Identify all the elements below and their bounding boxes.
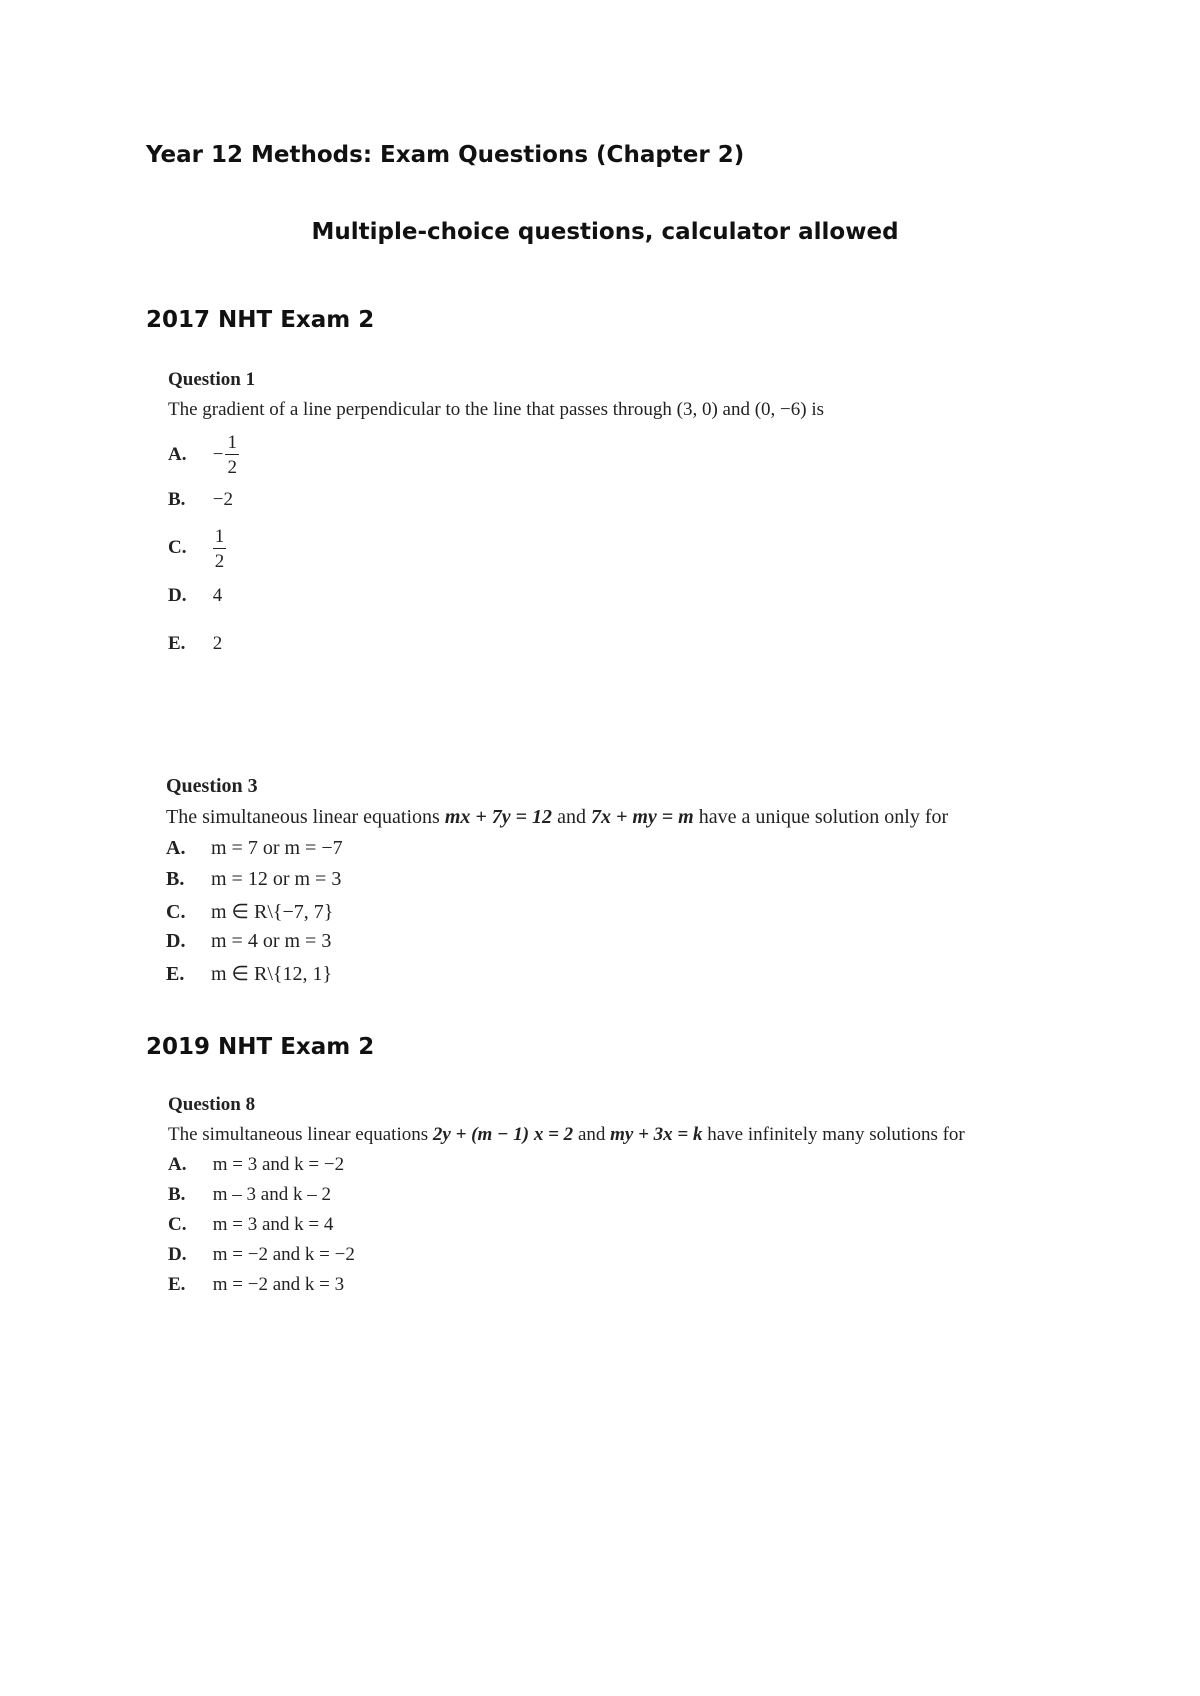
numerator: 1	[214, 526, 225, 547]
option-b	[168, 1184, 331, 1206]
option-value: m = 7 or m = −7	[211, 837, 343, 859]
option-a	[168, 1154, 344, 1176]
option-value: m ∈ R\{12, 1}	[211, 963, 333, 985]
stem-text: have infinitely many solutions for	[702, 1124, 965, 1145]
stem-text: and	[573, 1124, 611, 1145]
option-letter: A.	[168, 1154, 187, 1175]
option-value: m – 3 and k – 2	[212, 1184, 331, 1205]
option-letter: C.	[168, 537, 187, 559]
option-value: m = 3 and k = 4	[212, 1214, 334, 1235]
option-c	[168, 1214, 333, 1236]
option-b	[168, 489, 233, 511]
option-letter: D.	[168, 585, 187, 606]
question-title: Question 3	[166, 775, 258, 797]
question-stem	[166, 806, 948, 829]
section-heading-2017: 2017 NHT Exam 2	[146, 307, 375, 333]
stem-text: The simultaneous linear equations	[168, 1124, 433, 1145]
option-e	[168, 1274, 344, 1296]
option-d	[166, 930, 331, 953]
option-letter: C.	[168, 1214, 187, 1235]
page-title: Year 12 Methods: Exam Questions (Chapter 2)	[146, 142, 745, 168]
option-e	[166, 961, 332, 986]
option-c	[166, 899, 333, 924]
denominator: 2	[227, 457, 237, 478]
option-value: m = 12 or m = 3	[211, 868, 342, 890]
option-value	[213, 433, 239, 477]
option-value: 4	[212, 585, 223, 606]
section-heading-2019: 2019 NHT Exam 2	[146, 1034, 375, 1060]
option-a	[166, 837, 343, 860]
option-value: m = 4 or m = 3	[211, 930, 332, 952]
option-c	[168, 527, 226, 571]
option-d	[168, 585, 222, 607]
page-subtitle: Multiple-choice questions, calculator allowed	[311, 219, 899, 245]
option-value: −2	[212, 489, 233, 510]
option-a	[168, 433, 239, 477]
option-value: m = −2 and k = 3	[212, 1274, 345, 1295]
question-title: Question 8	[168, 1094, 256, 1115]
question-stem	[168, 1124, 965, 1146]
denominator: 2	[214, 551, 225, 572]
option-letter: B.	[168, 1184, 186, 1205]
option-value: m ∈ R\{−7, 7}	[211, 901, 334, 923]
stem-text: have a unique solution only for	[693, 806, 949, 828]
minus-sign: −	[212, 444, 224, 465]
equation: mx + 7y = 12	[444, 806, 553, 828]
fraction	[225, 433, 239, 477]
option-value: 2	[212, 633, 223, 654]
question-stem: The gradient of a line perpendicular to the line that passes through (3, 0) and (0, −6) is	[168, 399, 824, 420]
option-letter: D.	[168, 1244, 187, 1265]
option-letter: B.	[166, 868, 185, 890]
option-letter: A.	[166, 837, 186, 859]
option-letter: B.	[168, 489, 186, 510]
equation: 2y + (m − 1) x = 2	[432, 1124, 574, 1145]
option-e	[168, 633, 222, 655]
fraction	[213, 527, 227, 571]
option-letter: E.	[168, 1274, 186, 1295]
stem-text: The simultaneous linear equations	[166, 806, 445, 828]
option-value: m = 3 and k = −2	[212, 1154, 345, 1175]
option-letter: E.	[168, 633, 186, 654]
option-b	[166, 868, 341, 891]
equation: 7x + my = m	[590, 806, 694, 828]
option-letter: D.	[166, 930, 186, 952]
option-value: m = −2 and k = −2	[212, 1244, 355, 1265]
option-d	[168, 1244, 355, 1266]
option-letter: A.	[168, 444, 187, 465]
question-title: Question 1	[168, 369, 256, 390]
numerator: 1	[227, 432, 237, 453]
stem-text: and	[552, 806, 591, 828]
option-letter: E.	[166, 963, 185, 985]
equation: my + 3x = k	[610, 1124, 703, 1145]
option-letter: C.	[166, 901, 186, 923]
